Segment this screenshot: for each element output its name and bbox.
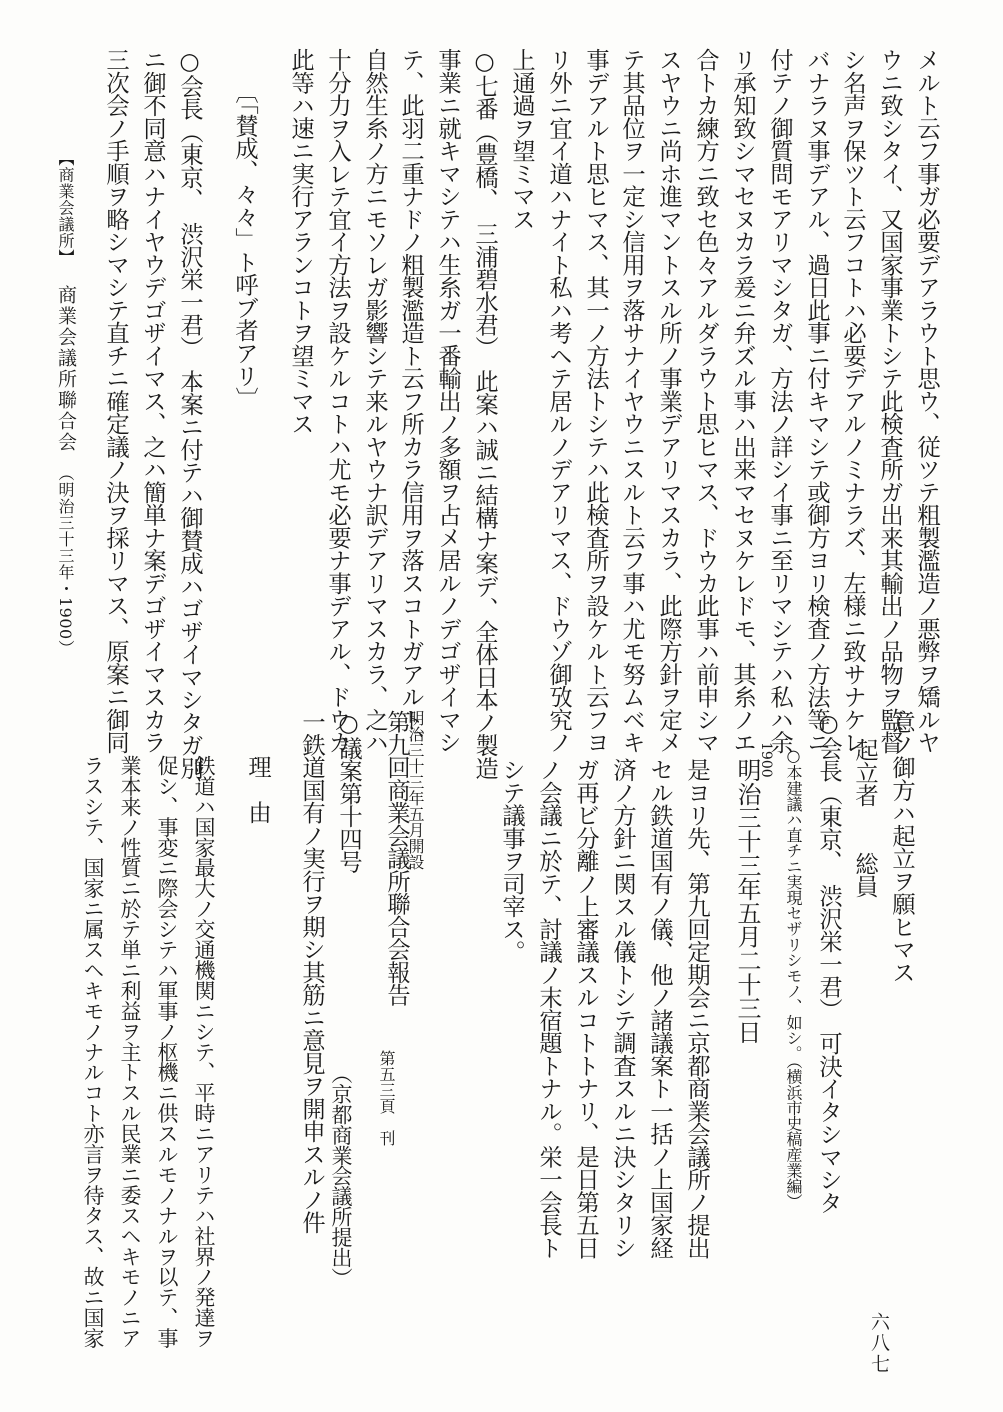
- text-column: 事業ニ就キマシテハ生糸ガ一番輸出ノ多額ヲ占メ居ルノデゴザイマシ: [434, 48, 461, 754]
- text-column: 鉄道ハ国家最大ノ交通機関ニシテ、平時ニアリテハ社界ノ発達ヲ: [192, 755, 216, 1349]
- text-column: 意ノ御方ハ起立ヲ願ヒマス: [888, 710, 915, 983]
- year-label: 1900: [758, 742, 774, 778]
- running-head-era: （明治三十三年・1900）: [56, 465, 75, 657]
- bill-title: 一鉄道国有ノ実行ヲ期シ其筋ニ意見ヲ開申スルノ件: [298, 710, 325, 1234]
- text-column: リ承知致シマセヌカラ爰ニ弁ズル事ハ出来マセヌケレドモ、其糸ノエ: [729, 48, 756, 754]
- speaker-line: ○会長（東京、 渋沢栄一君） 本案ニ付テハ御賛成ハゴザイマシタガ別: [176, 48, 203, 780]
- text-column: バナラヌ事デアル、過日此事ニ付キマシテ或御方ヨリ検査ノ方法等ニ: [803, 48, 830, 754]
- date-heading: 明治三十三年五月二十三日: [733, 758, 761, 1044]
- text-column: 自然生糸ノ方ニモソレガ影響シテ来ルヤウナ訳デアリマスカラ、之ハ: [361, 48, 388, 754]
- text-column: ノ会議ニ於テ、討議ノ末宿題トナル。栄一会長ト: [535, 758, 562, 1259]
- text-column: 合トカ練方ニ致セ色々アルダラウト思ヒマス、ドウカ此事ハ前申シマ: [692, 48, 719, 754]
- text-column: ラスシテ、国家ニ属スヘキモノナルコト亦言ヲ待タス、故ニ国家: [81, 755, 105, 1349]
- text-column: シ名声ヲ保ツト云フコトハ必要デアルノミナラズ、左様ニ致サナケレ: [839, 48, 866, 754]
- bill-number: ○議案第十四号: [335, 710, 362, 873]
- stage-direction: 〔「賛成、々々」ト呼ブ者アリ〕: [231, 80, 258, 410]
- text-column: テ、此羽二重ナドノ粗製濫造ト云フ所カラ信用ヲ落スコトガアルト、: [397, 48, 424, 754]
- source-page: 第五三頁 刊: [377, 1050, 396, 1146]
- text-column: リ外ニ宜イ道ハナイト私ハ考ヘテ居ルノデアリマス、ドウゾ御攷究ノ: [545, 48, 572, 754]
- page-number: 六八七: [868, 1312, 890, 1375]
- text-column: 此等ハ速ニ実行アランコトヲ望ミマス: [287, 48, 314, 435]
- text-column: 事デアルト思ヒマス、其一ノ方法トシテハ此検査所ヲ設ケルト云フヨ: [582, 48, 609, 754]
- text-column: ニ御不同意ハナイヤウデゴザイマス、之ハ簡単ナ案デゴザイマスカラ: [139, 48, 166, 754]
- text-column: テ其品位ヲ一定シ信用ヲ落サナイヤウニスルト云フ事ハ尤モ努ムベキ: [618, 48, 645, 754]
- text-column: 上通過ヲ望ミマス: [508, 48, 535, 230]
- reason-heading: 理 由: [244, 755, 271, 824]
- text-column: ウニ致シタイ、又国家事業トシテ此検査所ガ出来其輸出ノ品物ヲ監督: [876, 48, 903, 754]
- text-column: 付テノ御質問モアリマシタガ、方法ノ詳シイ事ニ至リマシテハ私ハ余: [766, 48, 793, 754]
- running-head-title: 商業会議所聯合会: [55, 285, 77, 453]
- text-column: 促シ、事変ニ際会シテハ軍事ノ枢機ニ供スルモノナルヲ以テ、事: [155, 755, 179, 1349]
- text-column: 起立者 総員: [851, 738, 878, 898]
- speaker-line: ○会長（東京、 渋沢栄一君） 可決イタシマシタ: [815, 710, 842, 1214]
- source-title: 第九回商業会議所聯合会報告: [383, 710, 410, 1006]
- text-column: メルト云フ事ガ必要デアラウト思ウ、従ツテ粗製濫造ノ悪弊ヲ矯ルヤ: [913, 48, 940, 754]
- speaker-line: ○七番（豊橋、 三浦碧水君） 此案ハ誠ニ結構ナ案デ、全体日本ノ製造: [471, 48, 498, 780]
- source-date: 明治三十三年五月開設: [406, 710, 425, 870]
- text-column: スヤウニ尚ホ進マントスル所ノ事業デアリマスカラ、此際方針ヲ定メ: [655, 48, 682, 754]
- text-column: 済ノ方針ニ関スル儀トシテ調査スルニ決シタリシ: [609, 758, 636, 1259]
- bill-proposer: （京都商業会議所提出）: [329, 1063, 353, 1288]
- running-head-series: 【商業会議所】: [56, 150, 75, 266]
- text-column: ガ再ビ分離ノ上審議スルコトトナリ、是日第五日: [572, 758, 599, 1259]
- text-column: 十分力ヲ入レテ宜イ方法ヲ設ケルコトハ尤モ必要ナ事デアル、ドウカ: [324, 48, 351, 754]
- text-column: 業本来ノ性質ニ於テ単ニ利益ヲ主トスル民業ニ委スヘキモノニア: [118, 755, 142, 1349]
- text-column: 是ヨリ先、第九回定期会ニ京都商業会議所ノ提出: [683, 758, 710, 1259]
- editor-note: ○本建議ハ直チニ実現セザリシモノ、如シ。（横浜市史稿産業編）: [784, 746, 803, 1210]
- text-column: 三次会ノ手順ヲ略シマシテ直チニ確定議ノ決ヲ採リマス、原案ニ御同: [102, 48, 129, 754]
- text-column: セル鉄道国有ノ儀、他ノ諸議案ト一括ノ上国家経: [646, 758, 673, 1259]
- text-column: シテ議事ヲ司宰ス。: [498, 758, 525, 963]
